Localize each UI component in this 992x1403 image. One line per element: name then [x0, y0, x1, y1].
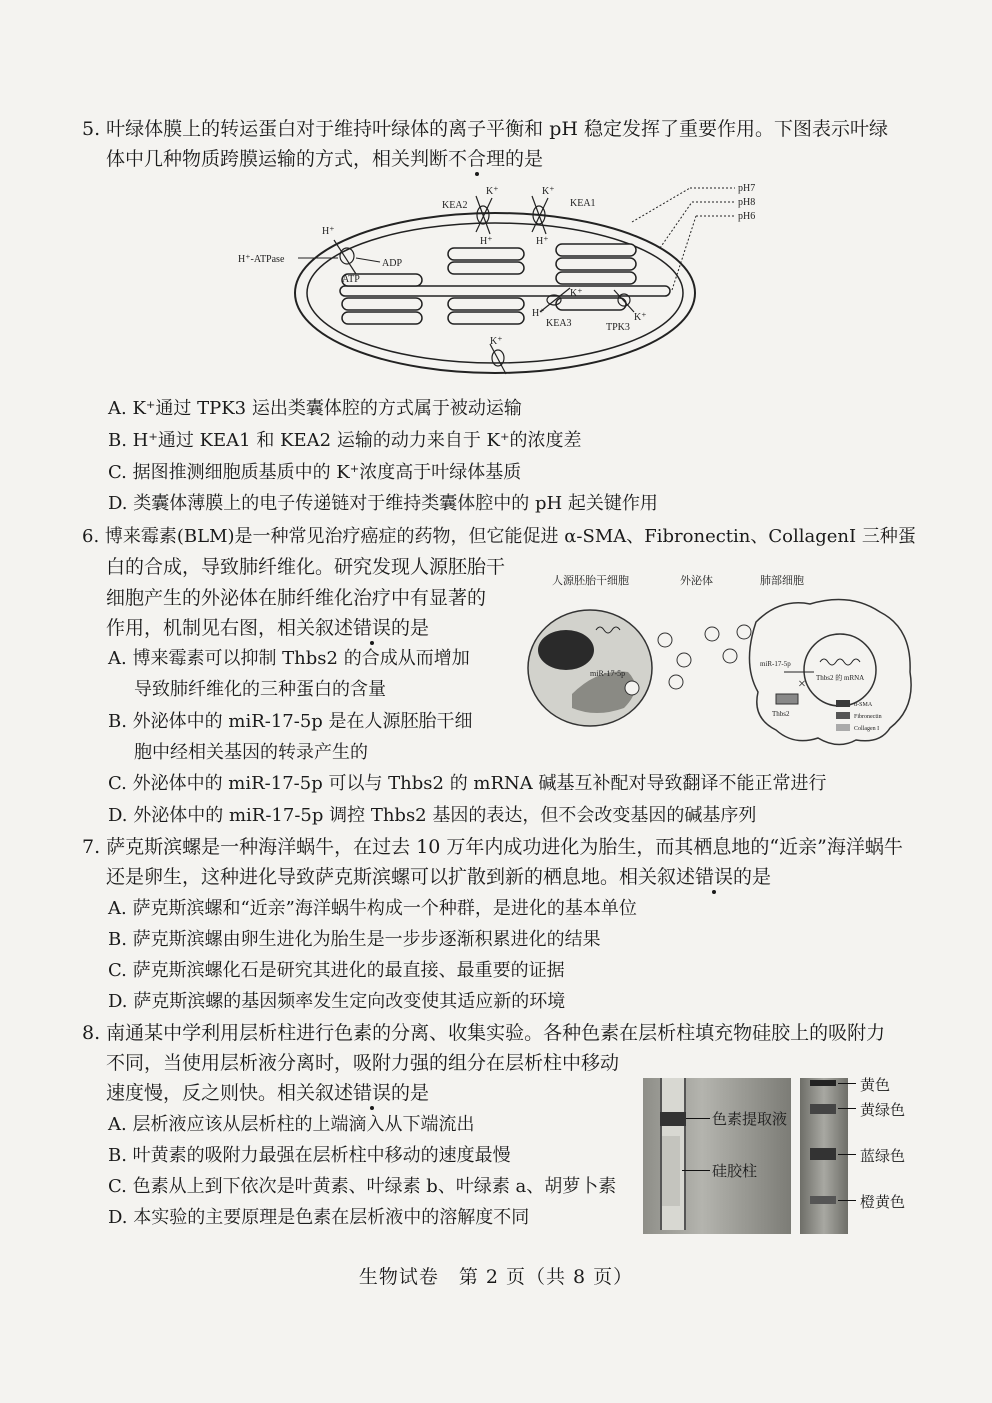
q6-stem-line-1: 6. 博来霉素(BLM)是一种常见治疗癌症的药物，但它能促进 α-SMA、Fibronectin、CollagenI 三种蛋	[82, 526, 916, 547]
q7-option-c: C. 萨克斯滨螺化石是研究其进化的最直接、最重要的证据	[108, 960, 565, 981]
q6-option-b: B. 外泌体中的 miR-17-5p 是在人源胚胎干细	[108, 711, 473, 732]
thbs2-label: Thbs2	[772, 710, 790, 718]
stem-cell-nucleus	[538, 630, 594, 670]
exosome-7	[737, 625, 751, 639]
exosome-2	[677, 653, 691, 667]
thylakoid-mid-3	[448, 298, 524, 310]
q7-stem-part: 还是卵生，这种进化导致萨克斯滨螺可以扩散到新的栖息地。相关叙述	[106, 866, 696, 888]
q5-stem-line-1: 5. 叶绿体膜上的转运蛋白对于维持叶绿体的离子平衡和 pH 稳定发挥了重要作用。下图表示叶绿	[82, 118, 888, 140]
label-yellow: 黄色	[860, 1076, 891, 1094]
adp-label: ADP	[382, 258, 403, 269]
q8-option-c: C. 色素从上到下依次是叶黄素、叶绿素 b、叶绿素 a、胡萝卜素	[108, 1176, 617, 1197]
legend-collagen: Collagen I	[854, 726, 880, 732]
q6-stem-line-4	[106, 615, 429, 641]
q8-option-d: D. 本实验的主要原理是色素在层析液中的溶解度不同	[108, 1207, 530, 1228]
q7-option-b: B. 萨克斯滨螺由卵生进化为胎生是一步步逐渐积累进化的结果	[108, 929, 601, 950]
q5-stem-end: 的是	[505, 148, 544, 170]
thylakoid-mid-4	[448, 312, 524, 324]
q8-stem-part: 速度慢，反之则快。相关叙述	[106, 1082, 354, 1104]
q8-option-b: B. 叶黄素的吸附力最强在层析柱中移动的速度最慢	[108, 1145, 511, 1166]
q5-stem-line-2	[106, 146, 543, 172]
q8-stem-line-1: 8. 南通某中学利用层析柱进行色素的分离、收集实验。各种色素在层析柱填充物硅胶上的吸附力	[82, 1022, 886, 1044]
column-silica-left	[662, 1136, 680, 1206]
tpk3-label: TPK3	[606, 322, 630, 333]
thylakoid-right-1	[556, 244, 636, 256]
label-column: 硅胶柱	[712, 1162, 758, 1180]
ph6-label: pH6	[738, 211, 756, 222]
label-bluegreen: 蓝绿色	[860, 1147, 906, 1165]
q8-emphasis: 错误	[353, 1082, 392, 1104]
pointer-yellow	[838, 1083, 856, 1084]
lung-cell	[749, 600, 911, 745]
ph8-label: pH8	[738, 197, 756, 208]
thylakoid-mid-1	[448, 248, 524, 260]
q5-stem-part: 体中几种物质跨膜运输的方式，相关判断	[106, 148, 449, 170]
h-label-kea3: H⁺	[532, 308, 545, 319]
q7-option-a: A. 萨克斯滨螺和“近亲”海洋蜗牛构成一个种群，是进化的基本单位	[108, 898, 637, 919]
lung-cell-title: 肺部细胞	[760, 575, 804, 587]
mir-left-label: miR-17-5p	[590, 669, 626, 678]
q8-stem-line-2: 不同，当使用层析液分离时，吸附力强的组分在层析柱中移动	[106, 1052, 620, 1074]
q8-stem-line-3	[106, 1080, 429, 1106]
q8-option-a: A. 层析液应该从层析柱的上端滴入从下端流出	[108, 1114, 475, 1135]
q6-option-d: D. 外泌体中的 miR-17-5p 调控 Thbs2 基因的表达，但不会改变基因的碱基序列	[108, 805, 757, 826]
q6-stem-part: 作用，机制见右图，相关叙述	[106, 617, 354, 639]
h-label-atpase: H⁺	[322, 226, 335, 237]
legend-swatch-collagen	[836, 724, 850, 731]
column-band-yellowgreen	[810, 1104, 836, 1114]
thylakoid-left-3	[342, 312, 422, 324]
h-label-kea1: H⁺	[536, 236, 549, 247]
k-label-tpk3: K⁺	[634, 312, 647, 323]
q6-stem-end: 的是	[391, 617, 430, 639]
pointer-extract	[686, 1118, 710, 1119]
ph7-label: pH7	[738, 183, 756, 194]
thylakoid-mid-2	[448, 262, 524, 274]
exosome-4	[723, 649, 737, 663]
thylakoid-left-2	[342, 298, 422, 310]
exosome-title: 外泌体	[680, 575, 713, 587]
pointer-column	[682, 1170, 710, 1171]
k-label-kea1: K⁺	[542, 186, 555, 197]
q7-stem-line-2	[106, 864, 771, 890]
stem-cell-title: 人源胚胎干细胞	[552, 575, 629, 587]
thylakoid-right-2	[556, 258, 636, 270]
page-footer: 生物试卷 第 2 页（共 8 页）	[358, 1266, 634, 1288]
exosome-diagram	[520, 568, 920, 753]
pointer-bluegreen	[838, 1154, 856, 1155]
q6-option-b-cont: 胞中经相关基因的转录产生的	[134, 742, 368, 763]
k-label-envelope: K⁺	[490, 336, 503, 347]
exosome-5	[669, 675, 683, 689]
q6-option-a-cont: 导致肺纤维化的三种蛋白的含量	[134, 679, 386, 700]
q6-option-c: C. 外泌体中的 miR-17-5p 可以与 Thbs2 的 mRNA 碱基互补配对导致翻译不能正常进行	[108, 773, 827, 794]
column-band-orange	[810, 1196, 836, 1204]
q5-option-c: C. 据图推测细胞质基质中的 K⁺浓度高于叶绿体基质	[108, 462, 522, 483]
exosome-6	[625, 681, 639, 695]
pointer-yellowgreen	[838, 1108, 856, 1109]
q6-emphasis: 错误	[353, 617, 392, 639]
q6-stem-line-3: 细胞产生的外泌体在肺纤维化治疗中有显著的	[106, 587, 487, 609]
column-band-bluegreen	[810, 1148, 836, 1160]
chloroplast-diagram	[230, 178, 770, 388]
q5-option-b: B. H⁺通过 KEA1 和 KEA2 运输的动力来自于 K⁺的浓度差	[108, 430, 582, 451]
column-band-yellow	[810, 1080, 836, 1086]
q7-stem-end: 的是	[733, 866, 772, 888]
k-label-kea3: K⁺	[570, 288, 583, 299]
q7-stem-line-1: 7. 萨克斯滨螺是一种海洋蜗牛，在过去 10 万年内成功进化为胎生，而其栖息地的“近亲”海洋蜗牛	[82, 836, 903, 858]
mir-right-label: miR-17-5p	[760, 660, 791, 668]
exosome-3	[705, 627, 719, 641]
legend-swatch-fibronectin	[836, 712, 850, 719]
h-atpase-label: H⁺-ATPase	[238, 254, 285, 265]
legend-asma: α-SMA	[854, 702, 873, 708]
label-yellowgreen: 黄绿色	[860, 1101, 906, 1119]
k-label-kea2: K⁺	[486, 186, 499, 197]
q5-emphasis: 不合理	[448, 148, 506, 170]
legend-fibronectin: Fibronectin	[854, 714, 882, 720]
thbs2-box	[776, 694, 798, 704]
q8-stem-end: 的是	[391, 1082, 430, 1104]
q7-option-d: D. 萨克斯滨螺的基因频率发生定向改变使其适应新的环境	[108, 991, 566, 1012]
kea2-label: KEA2	[442, 200, 468, 211]
pointer-orange	[838, 1200, 856, 1201]
atp-label: ATP	[342, 274, 360, 285]
thylakoid-right-3	[556, 272, 636, 284]
column-band-left	[660, 1112, 686, 1126]
inhibit-mark: ×	[798, 677, 806, 692]
thylakoid-right-4	[556, 298, 626, 310]
thbs2-mrna-label: Thbs2 的 mRNA	[816, 674, 865, 682]
q6-option-a: A. 博来霉素可以抑制 Thbs2 的合成从而增加	[108, 648, 470, 669]
kea3-label: KEA3	[546, 318, 572, 329]
q7-emphasis: 错误	[695, 866, 734, 888]
exosome-1	[658, 633, 672, 647]
label-orange: 橙黄色	[860, 1193, 906, 1211]
label-extract: 色素提取液	[712, 1110, 788, 1128]
q5-option-a: A. K⁺通过 TPK3 运出类囊体腔的方式属于被动运输	[108, 398, 522, 419]
kea1-label: KEA1	[570, 198, 596, 209]
h-label-kea2: H⁺	[480, 236, 493, 247]
q5-option-d: D. 类囊体薄膜上的电子传递链对于维持类囊体腔中的 pH 起关键作用	[108, 493, 658, 514]
q6-stem-line-2: 白的合成，导致肺纤维化。研究发现人源胚胎干	[106, 556, 506, 578]
legend-swatch-asma	[836, 700, 850, 707]
